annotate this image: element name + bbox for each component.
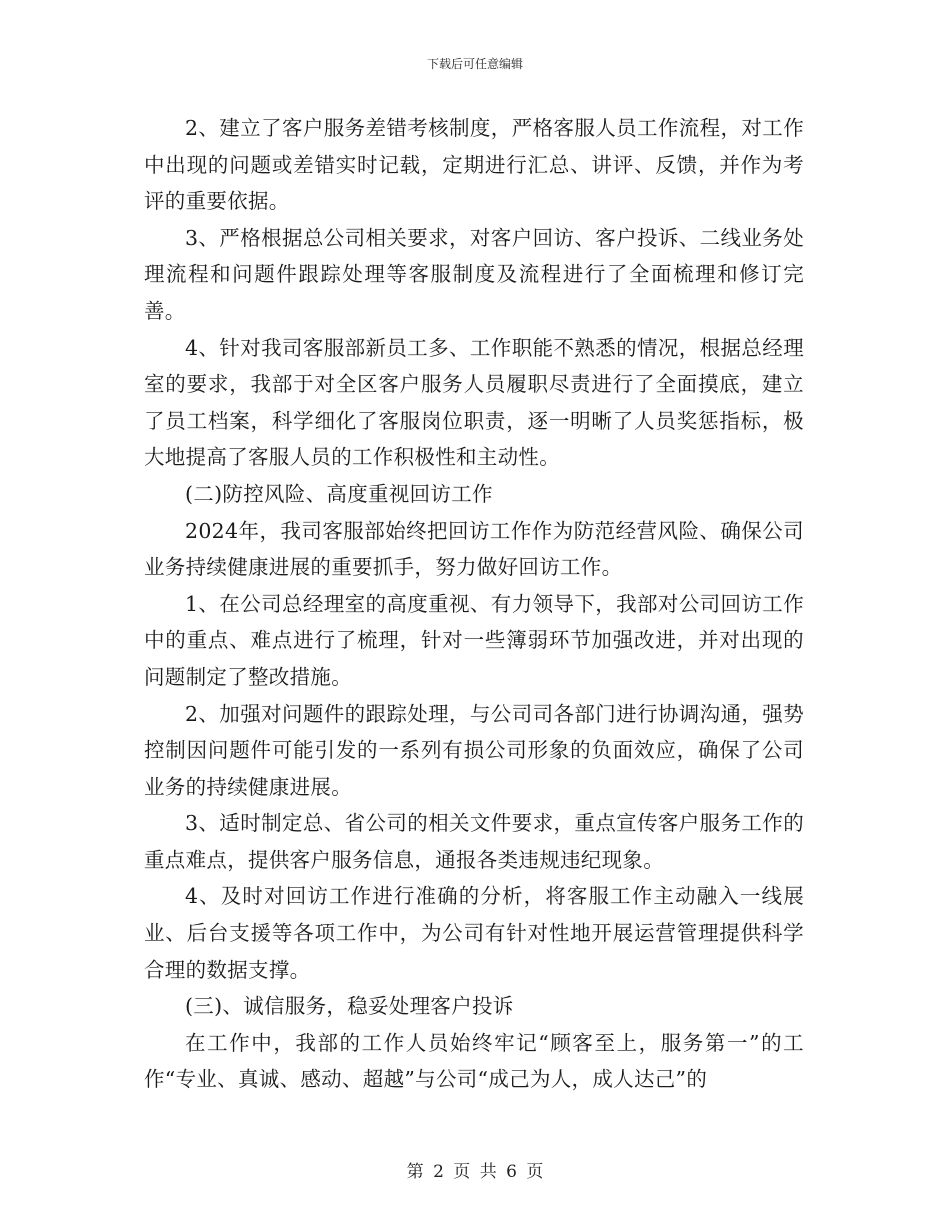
paragraph: 3、适时制定总、省公司的相关文件要求，重点宣传客户服务工作的重点难点，提供客户服务信息，通报各类违规违纪现象。 [144,811,804,872]
paragraph: 3、严格根据总公司相关要求，对客户回访、客户投诉、二线业务处理流程和问题件跟踪处理等客服制度及流程进行了全面梳理和修订完善。 [144,225,804,323]
page-footer: 第 2 页 共 6 页 [406,1162,544,1182]
section-heading: (三)、诚信服务，稳妥处理客户投诉 [185,994,514,1019]
paragraph: 在工作中，我部的工作人员始终牢记“顾客至上，服务第一”的工作“专业、真诚、感动、超越”与公司“成己为人，成人达己”的 [144,1030,804,1092]
paragraph: 2、加强对问题件的跟踪处理，与公司司各部门进行协调沟通，强势控制因问题件可能引发的一系列有损公司形象的负面效应，确保了公司业务的持续健康进展。 [144,701,804,799]
paragraph: 2024年，我司客服部始终把回访工作作为防范经营风险、确保公司业务持续健康进展的重要抓手，努力做好回访工作。 [144,518,804,580]
document-body [144,110,804,1098]
paragraph: 4、及时对回访工作进行准确的分析，将客服工作主动融入一线展业、后台支援等各项工作中，为公司有针对性地开展运营管理提供科学合理的数据支撑。 [144,884,804,982]
paragraph: 4、针对我司客服部新员工多、工作职能不熟悉的情况，根据总经理室的要求，我部于对全区客户服务人员履职尽责进行了全面摸底，建立了员工档案，科学细化了客服岗位职责，逐一明晰了人员奖惩指标，极大地提高了客服人员的工作积极性和主动性。 [144,335,804,470]
page-header: 下载后可任意编辑 [426,57,523,71]
paragraph: 1、在公司总经理室的高度重视、有力领导下，我部对公司回访工作中的重点、难点进行了梳理，针对一些簿弱环节加强改进，并对出现的问题制定了整改措施。 [144,591,804,689]
paragraph: 2、建立了客户服务差错考核制度，严格客服人员工作流程，对工作中出现的问题或差错实时记载，定期进行汇总、讲评、反馈，并作为考评的重要依据。 [144,116,804,214]
section-heading: (二)防控风险、高度重视回访工作 [185,481,493,506]
